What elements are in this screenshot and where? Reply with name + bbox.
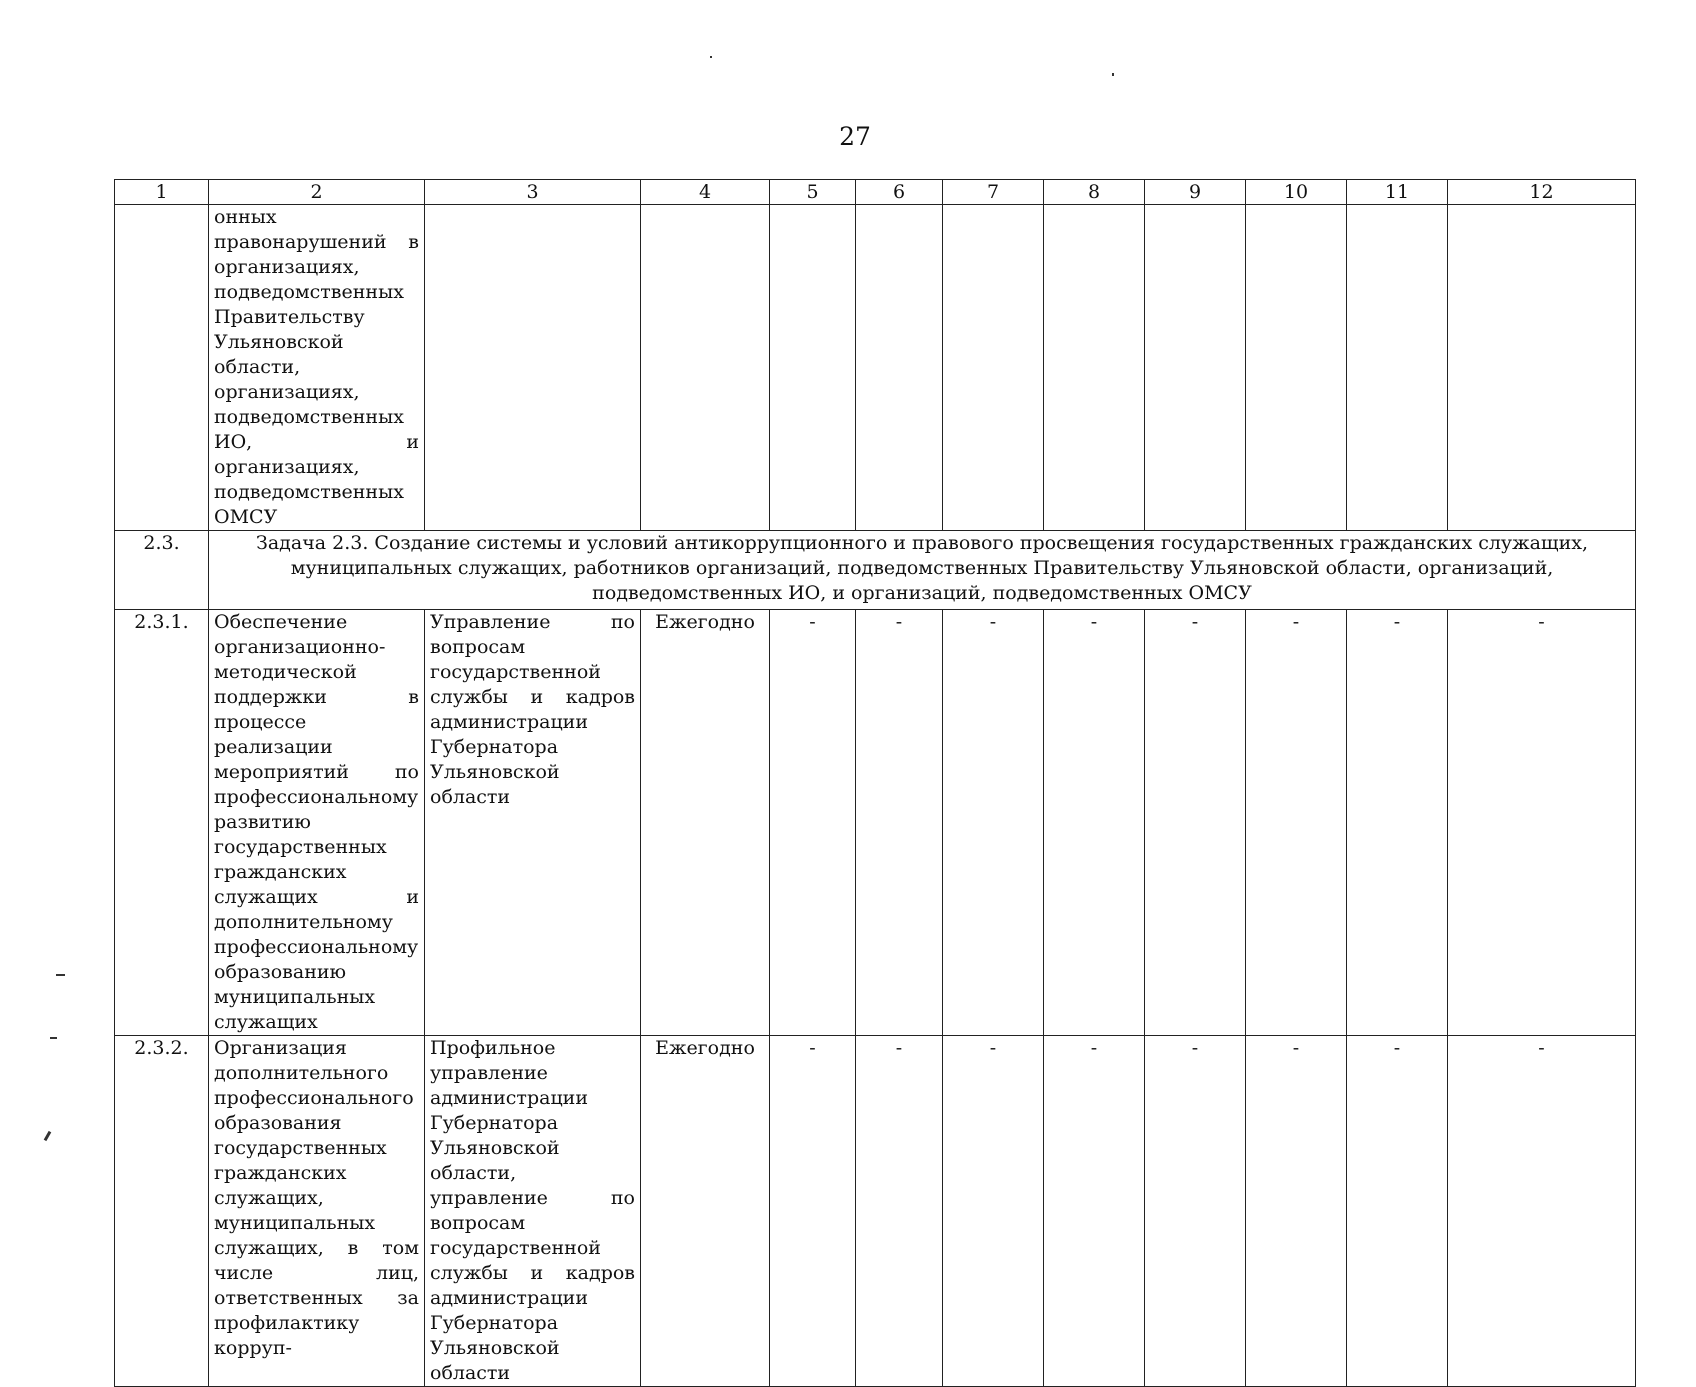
value-cell bbox=[1448, 205, 1636, 531]
column-number: 8 bbox=[1044, 180, 1145, 205]
column-number: 11 bbox=[1347, 180, 1448, 205]
column-number: 3 bbox=[425, 180, 641, 205]
period-text: Ежегодно bbox=[641, 1036, 770, 1387]
task-number: 2.3. bbox=[115, 531, 209, 610]
dash-cell: - bbox=[1347, 1036, 1448, 1387]
dash-cell: - bbox=[943, 1036, 1044, 1387]
scan-speck bbox=[50, 1037, 57, 1039]
column-number: 1 bbox=[115, 180, 209, 205]
continued-row bbox=[115, 205, 1636, 531]
scan-speck bbox=[710, 56, 712, 58]
executor-text: Управление по вопросам государственной службы и кадров администрации Губернатора Ульяновской области bbox=[425, 610, 641, 1036]
dash-cell: - bbox=[1145, 610, 1246, 1036]
dash-cell: - bbox=[1448, 1036, 1636, 1387]
value-cell bbox=[856, 205, 943, 531]
dash-cell: - bbox=[1246, 1036, 1347, 1387]
value-cell bbox=[1145, 205, 1246, 531]
scan-speck bbox=[56, 974, 65, 976]
column-number-header bbox=[115, 180, 1636, 205]
row-number: 2.3.1. bbox=[115, 610, 209, 1036]
value-cell bbox=[943, 205, 1044, 531]
scan-speck bbox=[44, 1131, 52, 1141]
row-number: 2.3.2. bbox=[115, 1036, 209, 1387]
value-cell bbox=[1246, 205, 1347, 531]
value-cell bbox=[1044, 205, 1145, 531]
dash-cell: - bbox=[1044, 610, 1145, 1036]
column-number: 10 bbox=[1246, 180, 1347, 205]
value-cell bbox=[1347, 205, 1448, 531]
period-text: Ежегодно bbox=[641, 610, 770, 1036]
row-number-cell bbox=[115, 205, 209, 531]
event-cell: онных правонарушений в организациях, подведомственных Правительству Ульяновской области, организациях, подведомственных ИО, и организациях, подведомственных ОМСУ bbox=[209, 205, 425, 531]
column-number: 9 bbox=[1145, 180, 1246, 205]
column-number: 12 bbox=[1448, 180, 1636, 205]
table-row bbox=[115, 1036, 1636, 1387]
dash-cell: - bbox=[1448, 610, 1636, 1036]
dash-cell: - bbox=[1347, 610, 1448, 1036]
event-text: Обеспечение организационно-методической поддержки в процессе реализации мероприятий по профессиональному развитию государственных гражданских служащих и дополнительному профессиональному образованию муниципальных служащих bbox=[209, 610, 425, 1036]
column-number: 6 bbox=[856, 180, 943, 205]
column-number: 2 bbox=[209, 180, 425, 205]
dash-cell: - bbox=[856, 1036, 943, 1387]
dash-cell: - bbox=[1246, 610, 1347, 1036]
dash-cell: - bbox=[943, 610, 1044, 1036]
column-number: 4 bbox=[641, 180, 770, 205]
value-cell bbox=[770, 205, 856, 531]
scan-speck bbox=[1112, 73, 1114, 76]
dash-cell: - bbox=[770, 610, 856, 1036]
dash-cell: - bbox=[1145, 1036, 1246, 1387]
dash-cell: - bbox=[770, 1036, 856, 1387]
task-title: Задача 2.3. Создание системы и условий антикоррупционного и правового просвещения государственных гражданских служащих, муниципальных служащих, работников организаций, подведомственных Правительству Ульяновской области, организаций, подведомственных ИО, и организаций, подведомственных ОМСУ bbox=[209, 531, 1636, 610]
table-row bbox=[115, 610, 1636, 1036]
column-number: 7 bbox=[943, 180, 1044, 205]
column-number: 5 bbox=[770, 180, 856, 205]
executor-text: Профильное управление администрации Губернатора Ульяновской области, управление по вопросам государственной службы и кадров администрации Губернатора Ульяновской области bbox=[425, 1036, 641, 1387]
dash-cell: - bbox=[1044, 1036, 1145, 1387]
task-row bbox=[115, 531, 1636, 610]
executor-cell bbox=[425, 205, 641, 531]
event-text: Организация дополнительного профессионального образования государственных гражданских служащих, муниципальных служащих, в том числе лиц, ответственных за профилактику корруп- bbox=[209, 1036, 425, 1387]
plan-table bbox=[114, 179, 1636, 1387]
period-cell bbox=[641, 205, 770, 531]
dash-cell: - bbox=[856, 610, 943, 1036]
page-number: 27 bbox=[839, 122, 871, 151]
